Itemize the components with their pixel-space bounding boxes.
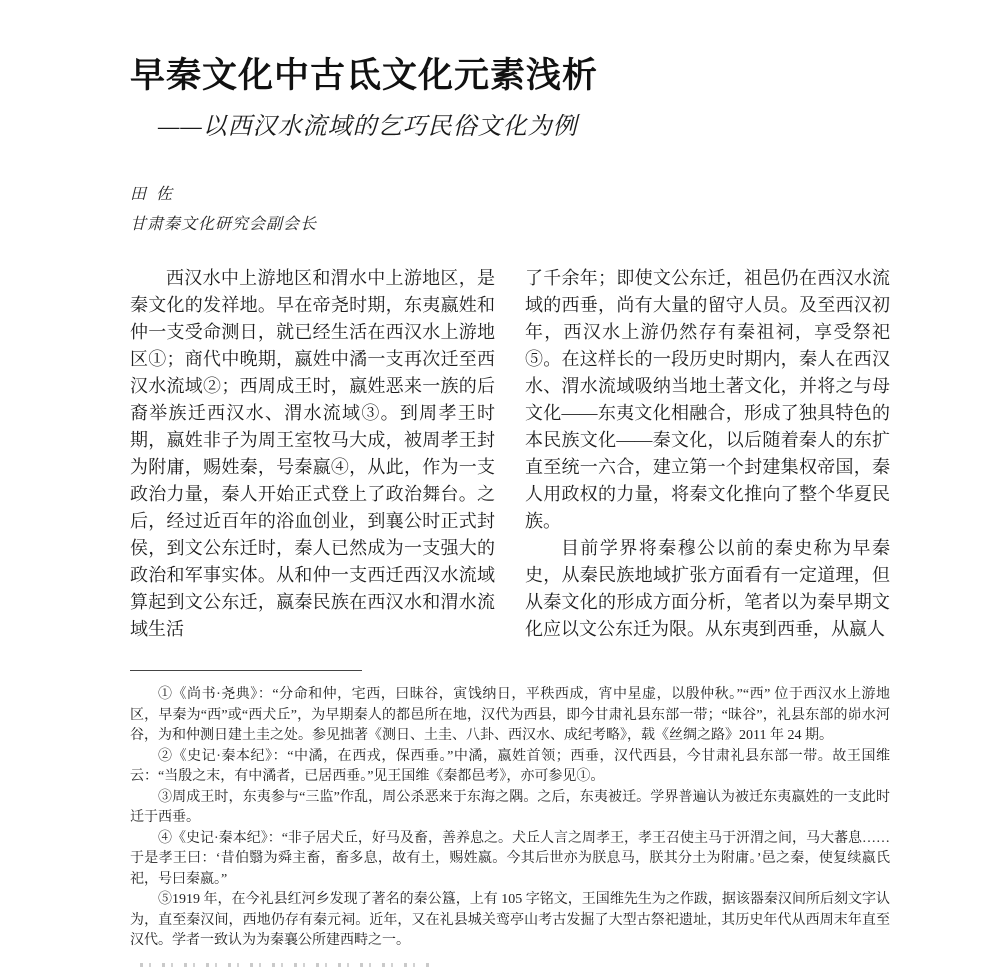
title-block [130,0,890,141]
footnotes-section [130,685,890,952]
author-affiliation: 甘肃秦文化研究会副会长 [130,216,318,234]
page-content [130,0,890,952]
footnote-text: 《史记·秦本纪》：“非子居犬丘，好马及畜，善养息之。犬丘人言之周孝王，孝王召使主马于汧渭之间，马大蕃息……于是孝王曰：‘昔伯翳为舜主畜，畜多息，故有土，赐姓嬴。今其后世亦为朕息马，朕其分土为附庸。’邑之秦，使复续嬴氏祀，号曰秦嬴。” [130,830,891,887]
footnote-text: 《尚书·尧典》：“分命和仲，宅西，曰昧谷，寅饯纳日，平秩西成，宵中星虚，以殷仲秋。”“西” 位于西汉水上游地区，早秦为“西”或“西犬丘”，为早期秦人的都邑所在地，汉代为西县，即今甘肃礼县东部一带；“昧谷”，礼县东部的峁水河谷，为和仲测日建土圭之处。参见拙著《测日、土圭、八卦、西汉水、成纪考略》，载《丝绸之路》2011 年 24 期。 [130,687,891,744]
footnote-marker: ④ [158,830,173,846]
footnote-marker: ⑤ [158,892,173,908]
footnote-marker: ① [158,687,173,703]
footnote-marker: ② [158,748,173,764]
footnote-marker: ③ [158,789,173,805]
body-column-right [525,265,890,643]
body-paragraph-right-2: 目前学界将秦穆公以前的秦史称为早秦史，从秦民族地域扩张方面看有一定道理，但从秦文化的形成方面分析，笔者以为秦早期文化应以文公东迁为限。从东夷到西垂，从嬴人 [525,538,890,640]
page-bottom-cutoff-text [140,963,430,967]
body-paragraph-left: 西汉水中上游地区和渭水中上游地区，是秦文化的发祥地。早在帝尧时期，东夷嬴姓和仲一支受命测日，就已经生活在西汉水上游地区①；商代中晚期，嬴姓中潏一支再次迁至西汉水流域②；西周成王时，嬴姓恶来一族的后裔举族迁西汉水、渭水流域③。到周孝王时期，嬴姓非子为周王室牧马大成，被周孝王封为附庸，赐姓秦，号秦嬴④，从此，作为一支政治力量，秦人开始正式登上了政治舞台。之后，经过近百年的浴血创业，到襄公时正式封侯，到文公东迁时，秦人已然成为一支强大的政治和军事实体。从和仲一支西迁西汉水流域算起到文公东迁，嬴秦民族在西汉水和渭水流域生活 [130,268,495,640]
author-block [130,181,890,234]
footnote-item-5 [130,890,890,952]
page-subtitle: ——以西汉水流域的乞巧民俗文化为例 [158,114,578,141]
body-column-left [130,265,495,643]
footnote-item-1 [130,685,890,747]
body-columns [130,265,890,643]
footnote-separator [130,670,362,671]
footnote-text: 周成王时，东夷参与“三监”作乱，周公杀恶来于东海之隅。之后，东夷被迁。学界普遍认为被迁东夷嬴姓的一支此时迁于西垂。 [130,789,890,826]
author-name: 田 佐 [130,186,176,204]
footnote-text: 《史记·秦本纪》：“中潏，在西戎，保西垂。”中潏，嬴姓首领；西垂，汉代西县，今甘肃礼县东部一带。故王国维云：“当殷之末，有中潏者，已居西垂。”见王国维《秦都邑考》，亦可参见①。 [130,748,890,785]
footnote-text: 1919 年，在今礼县红河乡发现了著名的秦公簋，上有 105 字铭文，王国维先生为之作跋，据该器秦汉间所后刻文字认为，直至秦汉间，西地仍存有秦元祠。近年，又在礼县城关鸾亭山考古发掘了大型古祭祀遗址，其历史年代从西周末年直至汉代。学者一致认为为秦襄公所建西畤之一。 [130,892,891,949]
footnote-item-3 [130,788,890,829]
page-title: 早秦文化中古氐文化元素浅析 [130,56,599,95]
footnote-item-2 [130,747,890,788]
body-paragraph-right-1: 了千余年；即使文公东迁，祖邑仍在西汉水流域的西垂，尚有大量的留守人员。及至西汉初年，西汉水上游仍然存有秦祖祠，享受祭祀⑤。在这样长的一段历史时期内，秦人在西汉水、渭水流域吸纳当地土著文化，并将之与母文化——东夷文化相融合，形成了独具特色的本民族文化——秦文化，以后随着秦人的东扩直至统一六合，建立第一个封建集权帝国，秦人用政权的力量，将秦文化推向了整个华夏民族。 [525,268,890,532]
footnote-item-4 [130,829,890,891]
